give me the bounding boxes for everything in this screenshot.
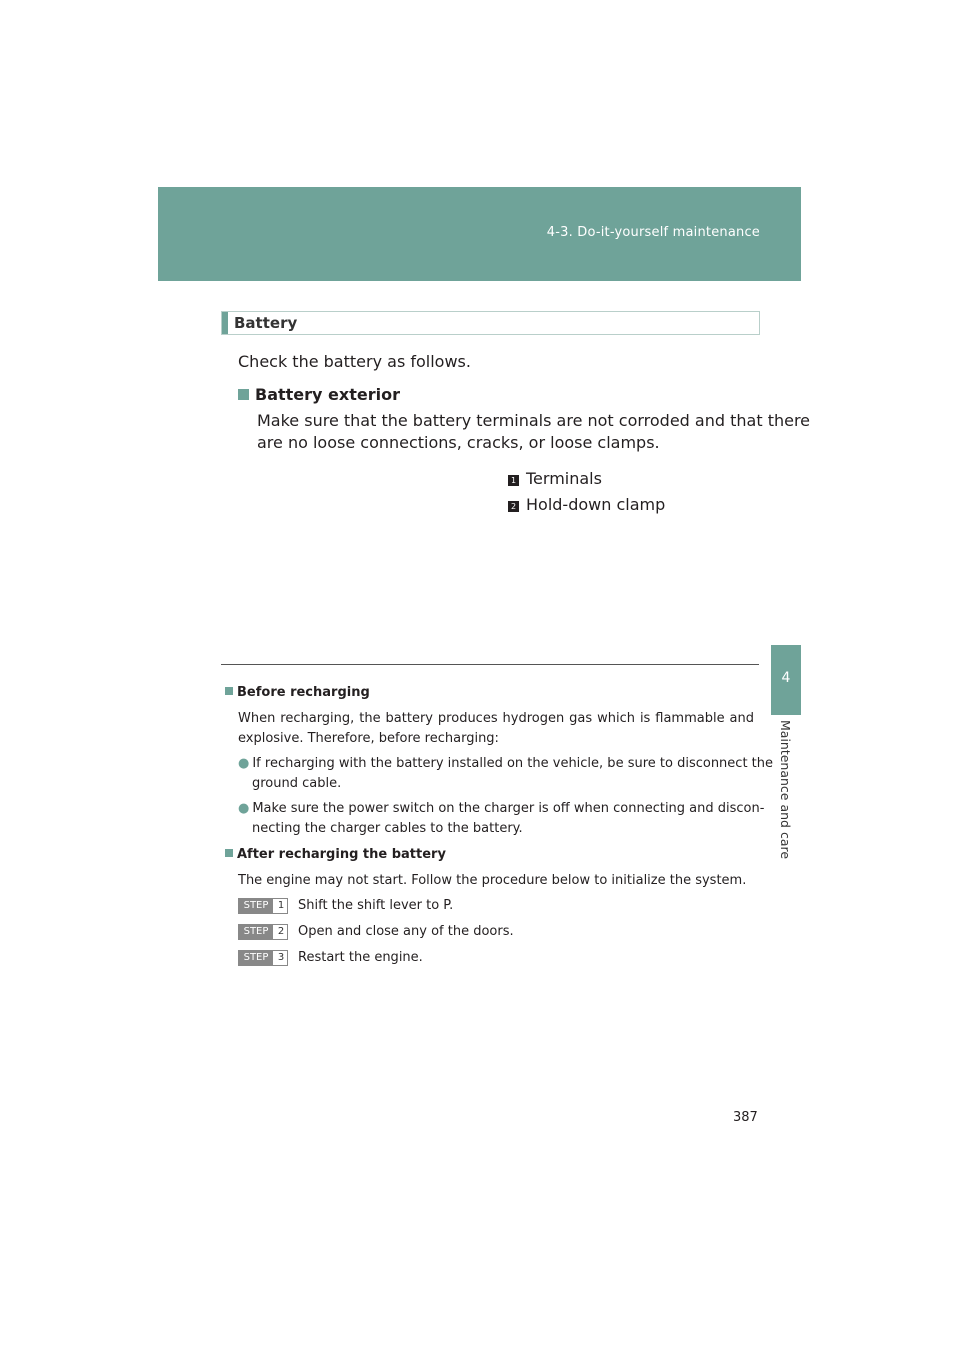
callout-label-hold-down-clamp: Hold-down clamp — [526, 495, 666, 514]
exterior-text-line1: Make sure that the battery terminals are not corroded and that there — [257, 411, 811, 430]
step-badge-3: STEP 3 — [238, 950, 288, 966]
divider — [221, 664, 759, 665]
title-accent-bar — [222, 312, 228, 334]
step-3-text: Restart the engine. — [298, 950, 423, 965]
before-recharging-heading: Before recharging — [225, 685, 370, 700]
callout-number-2: 2 — [508, 501, 519, 512]
bullet-2-line1: ● Make sure the power switch on the charger is off when connecting and discon- — [238, 801, 765, 816]
chapter-title: Maintenance and care — [778, 720, 793, 860]
exterior-text-line2: are no loose connections, cracks, or loose clamps. — [257, 433, 660, 452]
before-text-line2: explosive. Therefore, before recharging: — [238, 731, 499, 746]
square-bullet-icon — [238, 389, 249, 400]
before-text-line1: When recharging, the battery produces hydrogen gas which is flammable and — [238, 711, 754, 726]
page-header — [158, 187, 801, 281]
dot-bullet-icon: ● — [238, 756, 250, 771]
step-badge-1: STEP 1 — [238, 898, 288, 914]
callout-number-1: 1 — [508, 475, 519, 486]
bullet-2-line2: necting the charger cables to the battery. — [252, 821, 523, 836]
section-title-box — [221, 311, 760, 335]
after-text-line1: The engine may not start. Follow the procedure below to initialize the system. — [238, 873, 747, 888]
square-bullet-icon — [225, 849, 233, 857]
section-breadcrumb: 4-3. Do-it-yourself maintenance — [546, 225, 760, 240]
step-2-text: Open and close any of the doors. — [298, 924, 514, 939]
chapter-tab[interactable]: 4 — [771, 645, 801, 715]
bullet-1-line1: ● If recharging with the battery installed on the vehicle, be sure to disconnect the — [238, 756, 774, 771]
exterior-heading: Battery exterior — [238, 385, 400, 404]
callout-label-terminals: Terminals — [526, 469, 602, 488]
square-bullet-icon — [225, 687, 233, 695]
section-title: Battery — [234, 314, 298, 332]
bullet-1-line2: ground cable. — [252, 776, 342, 791]
dot-bullet-icon: ● — [238, 801, 250, 816]
step-1-text: Shift the shift lever to P. — [298, 898, 454, 913]
page-number: 387 — [733, 1110, 758, 1125]
after-recharging-heading: After recharging the battery — [225, 847, 446, 862]
intro-text: Check the battery as follows. — [238, 352, 471, 371]
step-badge-2: STEP 2 — [238, 924, 288, 940]
